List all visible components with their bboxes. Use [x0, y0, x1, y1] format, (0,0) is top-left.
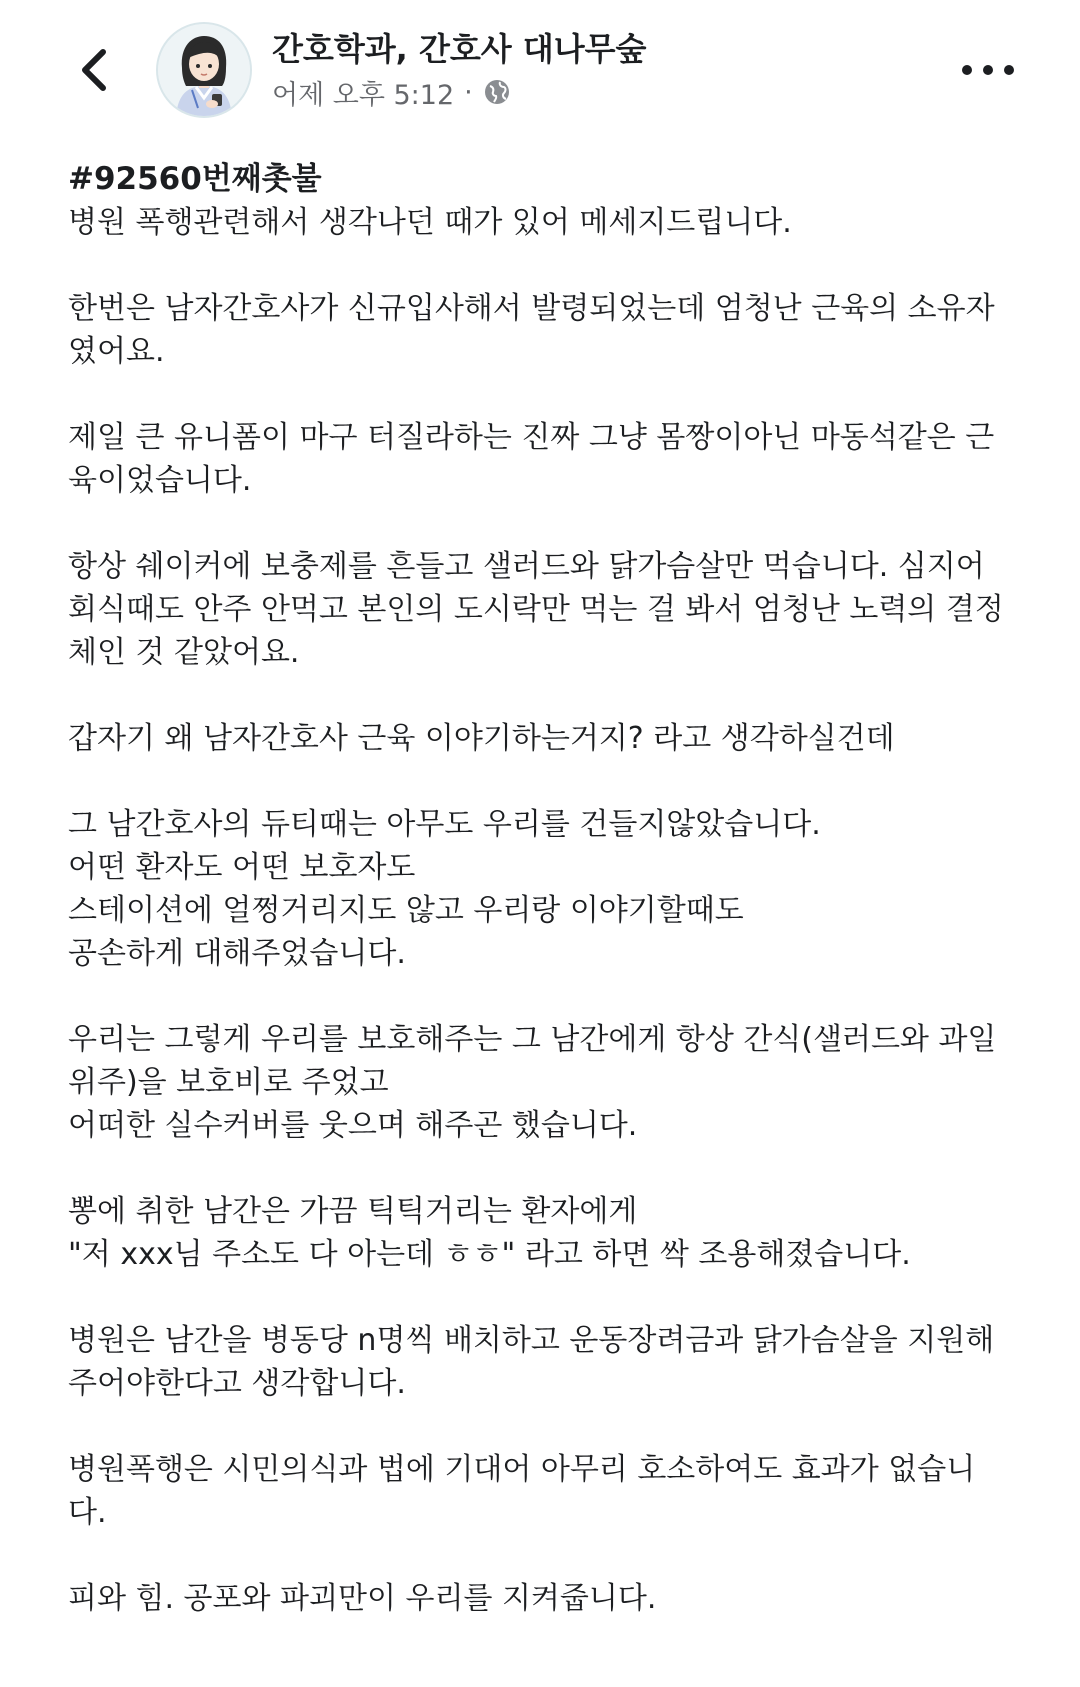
page-name[interactable]: 간호학과, 간호사 대나무숲	[272, 30, 647, 68]
avatar[interactable]	[156, 22, 252, 118]
post-paragraph: 뽕에 취한 남간은 가끔 틱틱거리는 환자에게 "저 xxx님 주소도 다 아는데 ㅎㅎ" 라고 하면 싹 조용해졌습니다.	[68, 1194, 911, 1272]
post-paragraph: 우리는 그렇게 우리를 보호해주는 그 남간에게 항상 간식(샐러드와 과일 위주)을 보호비로 주었고 어떠한 실수커버를 웃으며 해주곤 했습니다.	[68, 1022, 997, 1143]
back-button[interactable]	[72, 44, 116, 96]
post-paragraph: 한번은 남자간호사가 신규입사해서 발령되었는데 엄청난 근육의 소유자 였어요.	[68, 291, 995, 369]
post-body	[68, 158, 1028, 1663]
post-meta	[272, 74, 511, 110]
more-options-button[interactable]	[962, 52, 1014, 88]
post-paragraph: 병원은 남간을 병동당 n명씩 배치하고 운동장려금과 닭가슴살을 지원해 주어야한다고 생각합니다.	[68, 1323, 995, 1401]
chevron-left-icon	[79, 48, 109, 92]
nurse-avatar-icon	[158, 24, 250, 116]
post-paragraph: 피와 힘. 공포와 파괴만이 우리를 지켜줍니다.	[68, 1581, 657, 1616]
timestamp[interactable]: 어제 오후 5:12	[272, 79, 455, 111]
post-paragraph: 제일 큰 유니폼이 마구 터질라하는 진짜 그냥 몸짱이아닌 마동석같은 근 육이었습니다.	[68, 420, 995, 498]
post-paragraph: 병원폭행은 시민의식과 법에 기대어 아무리 호소하여도 효과가 없습니 다.	[68, 1452, 976, 1530]
globe-icon	[483, 78, 511, 106]
post-paragraph: 항상 쉐이커에 보충제를 흔들고 샐러드와 닭가슴살만 먹습니다. 심지어 회식때도 안주 안먹고 본인의 도시락만 먹는 걸 봐서 엄청난 노력의 결정 체인 것 같았어요.	[68, 549, 1004, 670]
meta-separator: ·	[464, 76, 473, 108]
post-paragraph: 그 남간호사의 듀티때는 아무도 우리를 건들지않았습니다. 어떤 환자도 어떤 보호자도 스테이션에 얼쩡거리지도 않고 우리랑 이야기할때도 공손하게 대해주었습니다.	[68, 807, 821, 971]
more-dot	[1004, 65, 1014, 75]
more-dots-icon	[962, 65, 972, 75]
post-paragraph: 병원 폭행관련해서 생각나던 때가 있어 메세지드립니다.	[68, 205, 792, 240]
hashtag-link[interactable]: #92560번째촛불	[68, 161, 322, 197]
more-dot	[983, 65, 993, 75]
post-paragraph: 갑자기 왜 남자간호사 근육 이야기하는거지? 라고 생각하실건데	[68, 721, 895, 756]
post-header	[0, 0, 1080, 140]
